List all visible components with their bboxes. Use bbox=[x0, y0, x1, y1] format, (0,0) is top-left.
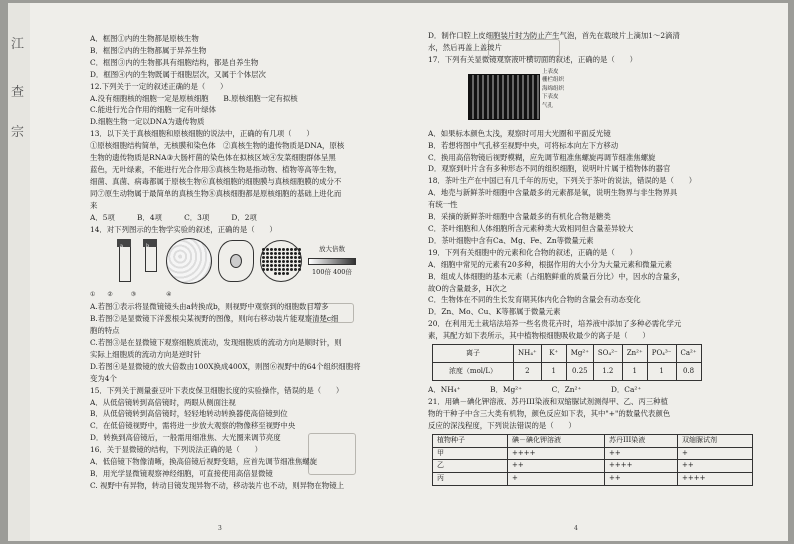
text-line: 12.下列关于一定的叙述正确的是（ ） bbox=[90, 81, 228, 91]
text-line: 胞的特点 bbox=[90, 326, 120, 336]
table-cell: 1 bbox=[647, 363, 676, 381]
text-line: C.能进行光合作用的细胞一定有叶绿体 bbox=[90, 105, 216, 115]
left-page bbox=[90, 33, 410, 492]
text-line: 同⑦原生动物属于最简单的真核生物⑧真核细胞都是原核细胞的基础上进化而 bbox=[90, 188, 342, 198]
text-line: C. 视野中有异物，转动目镜发现异物不动，移动装片也不动，则异物在物镜上 bbox=[90, 480, 344, 490]
text-line: A．框图①内的生物都是原核生物 bbox=[90, 34, 199, 43]
root-tip-view bbox=[166, 238, 212, 284]
text-line: 素，其配方如下表所示，其中植物根细胞吸收最少的离子是（ ） bbox=[428, 331, 650, 341]
table-row bbox=[433, 345, 702, 363]
text-line: ①原核细胞结构简单，无核膜和染色体 ②真核生物的遗传物质是DNA，原核 bbox=[90, 141, 345, 151]
exam-sheet bbox=[8, 3, 788, 541]
text-line: B．从低倍镜转到高倍镜时，轻轻地转动转换器使高倍镜到位 bbox=[90, 409, 288, 419]
text-line: D．制作口腔上皮细胞装片时为防止产生气泡，首先在载玻片上滴加1～2滴清 bbox=[428, 31, 680, 40]
text-line: C．换用高倍物镜后视野模糊，应先调节粗准焦螺旋再调节细准焦螺旋 bbox=[428, 152, 656, 162]
text-line: 水，然后再盖上盖玻片 bbox=[428, 42, 502, 52]
cell-field-view bbox=[260, 240, 302, 282]
text-line: A．低倍镜下物像清晰，换高倍镜后视野变暗，应首先调节细准焦螺旋 bbox=[90, 457, 318, 467]
page-number: 4 bbox=[574, 525, 578, 532]
microscope-figure bbox=[114, 237, 410, 285]
text-line: B．用光学显微镜观察神经细胞，可直接使用高倍显微镜 bbox=[90, 469, 273, 478]
table-cell: 1 bbox=[541, 363, 566, 381]
text-line: 15．下列关于测量蚕豆叶下表皮保卫细胞长度的实验操作，错误的是（ ） bbox=[90, 385, 344, 395]
text-line: C．框图③内的生物都具有细胞结构，都是自养生物 bbox=[90, 57, 259, 67]
table-header-cell: 植物种子 bbox=[433, 434, 508, 447]
text-line: 变为4个 bbox=[90, 373, 117, 383]
leaf-section-figure bbox=[468, 68, 568, 124]
right-text-block bbox=[428, 396, 773, 432]
table-cell: 0.8 bbox=[676, 363, 701, 381]
table-cell: K⁺ bbox=[541, 345, 566, 363]
plant-cell-view bbox=[218, 240, 254, 282]
text-line: C．生物体在不同的生长发育期其体内化合物的含量会有动态变化 bbox=[428, 295, 641, 305]
table-row bbox=[433, 460, 753, 473]
table-cell: ++++ bbox=[605, 460, 678, 473]
ion-concentration-table bbox=[432, 344, 702, 381]
table-cell: + bbox=[508, 473, 605, 486]
text-line: B．组成人体细胞的基本元素（占细胞鲜重的质量百分比）中，因水的含量多， bbox=[428, 271, 685, 281]
edge-char: 宗 bbox=[11, 125, 25, 140]
table-cell: 甲 bbox=[433, 447, 508, 460]
edge-char: 查 bbox=[11, 85, 25, 100]
left-text-block bbox=[90, 33, 410, 235]
text-line: B．若想将图中气孔移至视野中央，可将标本向左下方移动 bbox=[428, 140, 619, 150]
table-cell: PO₄³⁻ bbox=[647, 345, 676, 363]
text-line: 16．关于显微镜的结构，下列说法正确的是（ ） bbox=[90, 445, 263, 455]
text-line: A．如果标本颜色太浅，观察时可用大光圈和平面反光镜 bbox=[428, 128, 611, 138]
text-line: 反应的深浅程度，下列说法错误的是（ ） bbox=[428, 420, 576, 430]
figure-panel-labels: ① ② ③ ④ bbox=[90, 291, 172, 299]
left-text-block bbox=[90, 301, 410, 492]
table-header-cell: 碘－碘化钾溶液 bbox=[508, 434, 605, 447]
table-header-cell: 双缩脲试剂 bbox=[678, 434, 753, 447]
table-cell: 乙 bbox=[433, 460, 508, 473]
table-cell: + bbox=[678, 447, 753, 460]
text-line: 17．下列有关显微镜观察液叶横切面的叙述，正确的是（ ） bbox=[428, 54, 637, 64]
right-text-block bbox=[428, 30, 773, 66]
table-row bbox=[433, 473, 753, 486]
table-row bbox=[433, 434, 753, 447]
text-line: 19．下列有关细胞中的元素和化合物的叙述，正确的是（ ） bbox=[428, 247, 637, 257]
table-cell: Zn²⁺ bbox=[622, 345, 647, 363]
table-cell: ++ bbox=[605, 447, 678, 460]
text-line: A．细胞中常见的元素有20多种，根据作用的大小分为大量元素和微量元素 bbox=[428, 259, 672, 269]
right-page bbox=[428, 30, 773, 486]
text-line: C．在低倍镜视野中，需将进一步放大观察的物像移至视野中央 bbox=[90, 421, 296, 431]
table-cell: ++++ bbox=[678, 473, 753, 486]
text-line: D．框图④内的生物既属于细胞层次，又属于个体层次 bbox=[90, 69, 266, 79]
table-header-cell: 苏丹III染液 bbox=[605, 434, 678, 447]
leaf-tag: 气孔 bbox=[542, 102, 554, 109]
table-cell: ++ bbox=[605, 473, 678, 486]
text-line: 故O的含量最多，H次之 bbox=[428, 283, 508, 293]
table-row bbox=[433, 447, 753, 460]
text-line: 20．在利用无土栽培法培养一些名贵花卉时，培养液中添加了多种必需化学元 bbox=[428, 319, 682, 329]
table-cell: ++ bbox=[678, 460, 753, 473]
text-line: 物的干种子中含三大类有机物，颜色反应如下表，其中"+"的数量代表颜色 bbox=[428, 408, 671, 418]
text-line: B．框图②内的生物都属于异养生物 bbox=[90, 45, 207, 55]
table-cell: ++++ bbox=[508, 447, 605, 460]
text-line: A.若图①表示将显微镜镜头由a转换成b，则视野中观察到的细胞数目增多 bbox=[90, 302, 329, 312]
text-line: 生物的遗传物质是RNA③大肠杆菌的染色体在拟核区域④发菜细胞群体呈黑 bbox=[90, 153, 336, 163]
text-line: A．地売与新鲜茶叶细胞中含量最多的元素都是氧，说明生物界与非生物界具 bbox=[428, 188, 678, 198]
table-row bbox=[433, 363, 702, 381]
table-cell: Mg²⁺ bbox=[566, 345, 593, 363]
text-line: B.若图②是显微镜下洋葱根尖某视野的图像，则向右移动装片能观察清楚c细 bbox=[90, 314, 339, 324]
table-cell: 离子 bbox=[433, 345, 514, 363]
text-line: 21．用碘－碘化钾溶液、苏丹III染液和双缩脲试剂测得甲、乙、丙三种植 bbox=[428, 396, 668, 406]
text-line: B．采摘的新鲜茶叶细胞中含量最多的有机化合物是糖类 bbox=[428, 212, 611, 222]
text-line: A．5项 B．4项 C．3项 D．2项 bbox=[90, 212, 257, 222]
text-line: D.若图④是显微镜的放大倍数由100X换成400X，则图⑥视野中的64个组织细胞将 bbox=[90, 361, 361, 371]
table-cell: SO₄²⁻ bbox=[593, 345, 622, 363]
magnification-scale: 放大倍数 100倍 400倍 bbox=[308, 244, 356, 279]
text-line: 14．对下列图示的生物学实验的叙述，正确的是（ ） bbox=[90, 224, 277, 234]
text-line: 细菌、真菌、病毒都属于原核生物⑥真核细胞的细胞膜与真核细胞膜的成分不 bbox=[90, 176, 342, 186]
adjacent-page-edge bbox=[8, 3, 30, 541]
leaf-tag: 海绵组织 bbox=[542, 85, 565, 92]
page-number: 3 bbox=[218, 525, 222, 532]
edge-char: 江 bbox=[11, 37, 25, 52]
leaf-tag: 下表皮 bbox=[542, 94, 559, 101]
text-line: D．观察到叶片含有多种形态不同的组织细胞，说明叶片属于植物体的器官 bbox=[428, 164, 671, 174]
text-line: C．茶叶细胞和人体细胞所含元素种类大致相同但含量差异较大 bbox=[428, 223, 634, 233]
table-cell: 1.2 bbox=[593, 363, 622, 381]
table-cell: 丙 bbox=[433, 473, 508, 486]
text-line: 13．以下关于真核细胞和原核细胞的说法中，正确的有几项（ ） bbox=[90, 129, 314, 139]
leaf-tag: 栅栏组织 bbox=[542, 77, 565, 84]
leaf-tag: 上表皮 bbox=[542, 68, 559, 75]
text-line: D．茶叶细胞中含有Ca、Mg、Fe、Zn等微量元素 bbox=[428, 235, 594, 245]
text-line: 来 bbox=[90, 200, 98, 210]
table-cell: ++ bbox=[508, 460, 605, 473]
table-cell: 2 bbox=[514, 363, 542, 381]
question-20-options: A．NH₄⁺ B．Mg²⁺ C．Zn²⁺ D．Ca²⁺ bbox=[428, 385, 642, 395]
text-line: C.若图③是在显微镜下观察细胞质流动，发现细胞质的流动方向是顺时针，则 bbox=[90, 338, 342, 348]
right-text-block bbox=[428, 128, 773, 342]
text-line: 蓝色，无叶绿素，不能进行光合作用⑤真核生物是指动物、植物等高等生物， bbox=[90, 164, 342, 174]
text-line: A．从低倍镜转到高倍镜时，两眼从侧面注视 bbox=[90, 397, 236, 407]
table-cell: Ca²⁺ bbox=[676, 345, 701, 363]
table-cell: 浓度（mol/L） bbox=[433, 363, 514, 381]
text-line: A.没有细胞核的细胞一定是原核细胞 B.原核细胞一定有拟核 bbox=[90, 93, 298, 103]
table-cell: 1 bbox=[622, 363, 647, 381]
table-cell: 0.25 bbox=[566, 363, 593, 381]
table-cell: NH₄⁺ bbox=[514, 345, 542, 363]
text-line: 有统一性 bbox=[428, 200, 458, 210]
text-line: D.细胞生物一定以DNA为遗传物质 bbox=[90, 117, 205, 127]
seed-reaction-table bbox=[432, 434, 753, 487]
text-line: 实际上细胞质的流动方向是逆时针 bbox=[90, 349, 201, 359]
objective-lens-a: a bbox=[114, 239, 134, 283]
objective-lens-b: b bbox=[140, 239, 160, 283]
text-line: D．Zn、Mo、Cu、K等都属于微量元素 bbox=[428, 307, 561, 317]
text-line: D．转换到高倍镜后，一般需用细准焦、大光圈来调节亮度 bbox=[90, 433, 281, 443]
text-line: 18．茶叶生产在中国已有几千年的历史，下列关于茶叶的说法，错误的是（ ） bbox=[428, 176, 697, 186]
